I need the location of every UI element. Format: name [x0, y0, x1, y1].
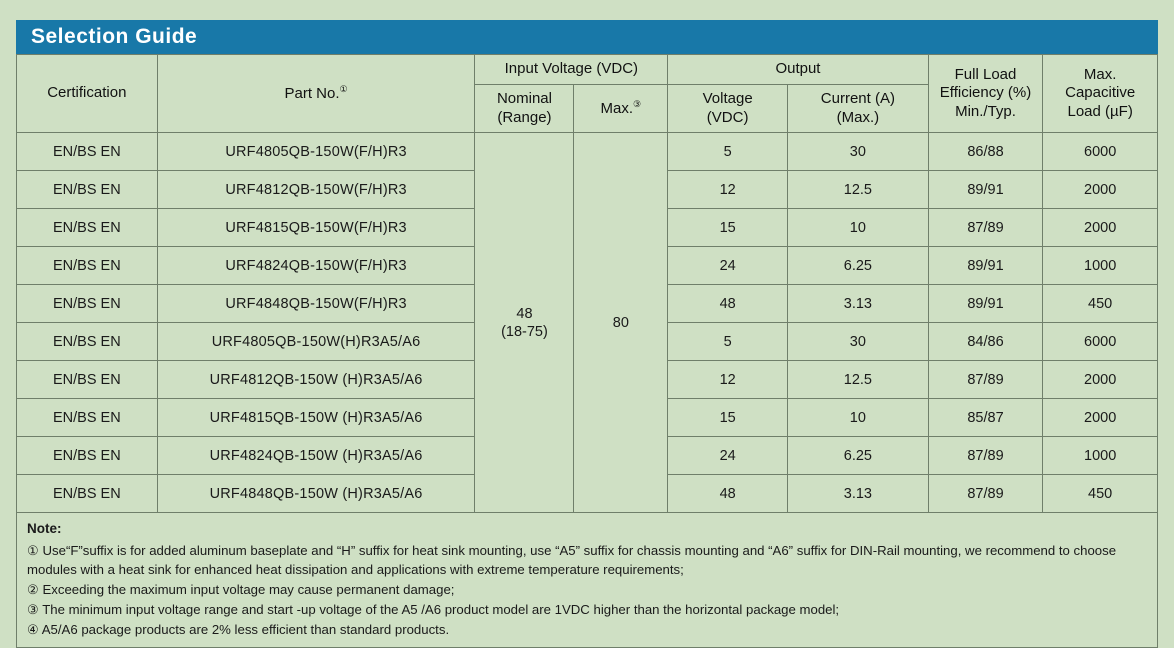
cell-output-voltage: 12	[668, 361, 788, 399]
cell-certification: EN/BS EN	[17, 285, 158, 323]
page-title-text: Selection Guide	[31, 24, 198, 48]
cell-part-no: URF4815QB-150W(F/H)R3	[157, 209, 475, 247]
cell-part-no: URF4805QB-150W(F/H)R3	[157, 133, 475, 171]
header-max-capacitive-load	[1043, 55, 1158, 133]
header-part-no-label: Part No.	[284, 84, 340, 102]
header-full-load-efficiency	[928, 55, 1043, 133]
cell-part-no: URF4848QB-150W(F/H)R3	[157, 285, 475, 323]
table-row	[17, 133, 1158, 171]
cell-efficiency: 84/86	[928, 323, 1043, 361]
cell-certification: EN/BS EN	[17, 247, 158, 285]
cell-output-voltage: 12	[668, 171, 788, 209]
cell-output-voltage: 48	[668, 285, 788, 323]
cell-output-current: 12.5	[788, 361, 929, 399]
nominal-value-line1: 48	[516, 305, 533, 322]
cell-capacitive-load: 2000	[1043, 171, 1158, 209]
header-efficiency-line3: Min./Typ.	[955, 103, 1016, 120]
cell-efficiency: 87/89	[928, 209, 1043, 247]
header-max-footnote: ③	[633, 98, 642, 109]
table-body	[17, 133, 1158, 513]
cell-output-voltage: 5	[668, 323, 788, 361]
cell-part-no: URF4824QB-150W(F/H)R3	[157, 247, 475, 285]
cell-capacitive-load: 2000	[1043, 361, 1158, 399]
page-title	[16, 20, 1158, 54]
cell-efficiency: 86/88	[928, 133, 1043, 171]
cell-nominal-input-voltage	[475, 133, 574, 513]
cell-part-no: URF4824QB-150W (H)R3A5/A6	[157, 437, 475, 475]
header-capacitive-line3: Load (µF)	[1067, 103, 1133, 120]
table-header-row-1	[17, 55, 1158, 85]
cell-output-voltage: 24	[668, 437, 788, 475]
header-output-voltage	[668, 84, 788, 133]
header-nominal-line2: (Range)	[497, 108, 552, 126]
cell-capacitive-load: 6000	[1043, 133, 1158, 171]
cell-part-no: URF4812QB-150W (H)R3A5/A6	[157, 361, 475, 399]
note-line-4: ④ A5/A6 package products are 2% less efficient than standard products.	[27, 621, 450, 637]
header-capacitive-line2: Capacitive	[1065, 84, 1136, 102]
cell-certification: EN/BS EN	[17, 133, 158, 171]
header-current-line1: Current (A)	[820, 89, 895, 107]
header-part-no	[157, 55, 475, 133]
header-output-current	[788, 84, 929, 133]
cell-capacitive-load: 2000	[1043, 209, 1158, 247]
cell-part-no: URF4848QB-150W (H)R3A5/A6	[157, 475, 475, 513]
cell-capacitive-load: 1000	[1043, 437, 1158, 475]
header-nominal	[475, 84, 574, 133]
cell-certification: EN/BS EN	[17, 399, 158, 437]
note-line-2: ② Exceeding the maximum input voltage may cause permanent damage;	[27, 582, 455, 598]
cell-certification: EN/BS EN	[17, 475, 158, 513]
cell-efficiency: 89/91	[928, 247, 1043, 285]
cell-max-input-voltage: 80	[574, 133, 668, 513]
header-efficiency-line2: Efficiency (%)	[939, 84, 1032, 102]
cell-output-current: 10	[788, 209, 929, 247]
cell-capacitive-load: 450	[1043, 285, 1158, 323]
header-nominal-line1: Nominal	[496, 89, 552, 107]
cell-efficiency: 89/91	[928, 171, 1043, 209]
note-line-3: ③ The minimum input voltage range and start -up voltage of the A5 /A6 product model are 1VDC higher than the horizontal package model;	[27, 601, 840, 617]
header-max-label: Max.	[600, 99, 634, 117]
cell-certification: EN/BS EN	[17, 361, 158, 399]
note-section	[16, 513, 1158, 648]
header-certification: Certification	[17, 55, 158, 133]
cell-output-current: 3.13	[788, 475, 929, 513]
cell-part-no: URF4815QB-150W (H)R3A5/A6	[157, 399, 475, 437]
header-current-line2: (Max.)	[836, 108, 880, 126]
cell-efficiency: 87/89	[928, 475, 1043, 513]
selection-guide-table	[16, 54, 1158, 513]
cell-output-voltage: 15	[668, 399, 788, 437]
cell-output-voltage: 5	[668, 133, 788, 171]
cell-output-voltage: 24	[668, 247, 788, 285]
header-max-input	[574, 84, 668, 133]
cell-output-voltage: 48	[668, 475, 788, 513]
cell-certification: EN/BS EN	[17, 209, 158, 247]
cell-efficiency: 89/91	[928, 285, 1043, 323]
cell-part-no: URF4812QB-150W(F/H)R3	[157, 171, 475, 209]
header-input-voltage: Input Voltage (VDC)	[475, 55, 668, 85]
cell-output-current: 30	[788, 133, 929, 171]
note-title: Note:	[27, 521, 62, 537]
cell-certification: EN/BS EN	[17, 171, 158, 209]
cell-capacitive-load: 2000	[1043, 399, 1158, 437]
cell-output-current: 6.25	[788, 247, 929, 285]
cell-output-voltage: 15	[668, 209, 788, 247]
table-header	[17, 55, 1158, 133]
cell-efficiency: 87/89	[928, 437, 1043, 475]
cell-part-no: URF4805QB-150W(H)R3A5/A6	[157, 323, 475, 361]
cell-output-current: 6.25	[788, 437, 929, 475]
header-part-no-footnote: ①	[339, 83, 348, 94]
header-voltage-line1: Voltage	[702, 89, 753, 107]
header-output: Output	[668, 55, 928, 85]
cell-output-current: 10	[788, 399, 929, 437]
cell-output-current: 3.13	[788, 285, 929, 323]
cell-capacitive-load: 450	[1043, 475, 1158, 513]
cell-certification: EN/BS EN	[17, 323, 158, 361]
cell-capacitive-load: 1000	[1043, 247, 1158, 285]
cell-output-current: 12.5	[788, 171, 929, 209]
cell-certification: EN/BS EN	[17, 437, 158, 475]
cell-capacitive-load: 6000	[1043, 323, 1158, 361]
header-efficiency-line1: Full Load	[954, 65, 1017, 83]
cell-output-current: 30	[788, 323, 929, 361]
header-capacitive-line1: Max.	[1083, 65, 1117, 83]
header-voltage-line2: (VDC)	[706, 108, 749, 126]
nominal-value-line2: (18-75)	[501, 323, 548, 340]
note-line-1: ① Use“F”suffix is for added aluminum baseplate and “H” suffix for heat sink mounting, use “A5” suffix for chassis mounting and “A6” suffix for DIN-Rail mounting, we recommend to choose modules with a heat sink for enhanced heat dissipation and applications with extreme temperature requirements;	[27, 542, 1117, 578]
cell-efficiency: 87/89	[928, 361, 1043, 399]
cell-efficiency: 85/87	[928, 399, 1043, 437]
